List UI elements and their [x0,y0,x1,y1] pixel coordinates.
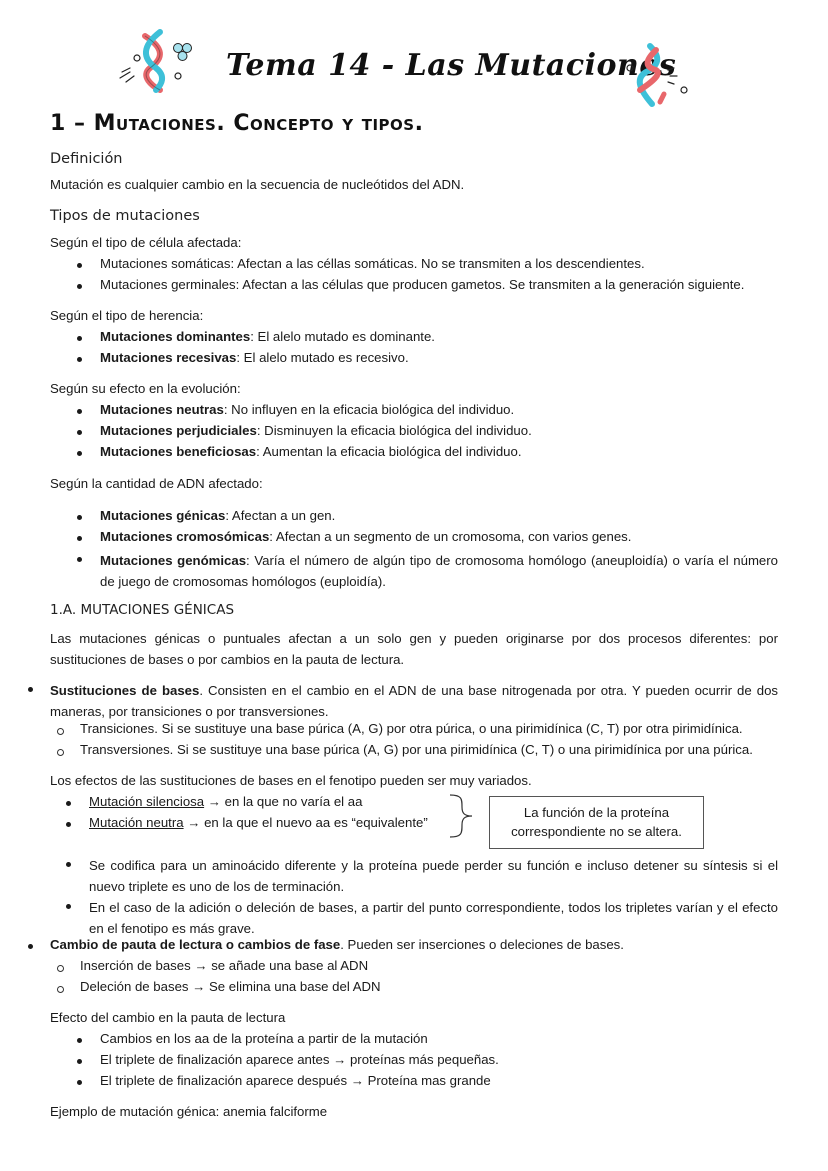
description: : Afectan a un segmento de un cromosoma, con varios genes. [269,529,632,544]
bullet-icon [66,904,71,909]
sub-item: Transiciones. Si se sustituye una base púrica (A, G) por otra púrica, o una pirimidínica (C, T) por otra pirimidínica. [80,721,743,736]
circle-bullet-icon [57,965,64,972]
bullet-icon [77,515,82,520]
bullet-icon [66,801,71,806]
list-item [100,402,514,417]
efectos-label: Los efectos de las sustituciones de bases en el fenotipo pueden ser muy variados. [50,773,532,788]
list-item: Se codifica para un aminoácido diferente y la proteína puede perder su función e incluso detener su síntesis si el nuevo triplete es uno de los de terminación. [89,858,778,894]
circle-bullet-icon [57,986,64,993]
term: Mutación silenciosa [89,794,205,809]
bullet-icon [77,1059,82,1064]
page-title: Tema 14 - Las Mutaciones [226,48,677,83]
group-label-cantidad: Según la cantidad de ADN afectado: [50,476,263,491]
circle-bullet-icon [57,749,64,756]
arrow-icon: → [183,815,205,830]
list-item [100,529,631,544]
subsection-heading: 1.A. MUTACIONES GÉNICAS [50,602,235,618]
bullet-icon [77,430,82,435]
bullet-icon [77,284,82,289]
list-item [89,794,362,809]
list-item: El triplete de finalización aparece antes → proteínas más pequeñas. [100,1052,499,1067]
list-item: Cambios en los aa de la proteína a partir de la mutación [100,1031,428,1046]
list-item [100,350,409,365]
group-label-celula: Según el tipo de célula afectada: [50,235,242,250]
description: en la que el nuevo aa es “equivalente” [204,815,428,830]
group-label-herencia: Según el tipo de herencia: [50,308,204,323]
description: : Disminuyen la eficacia biológica del individuo. [256,423,532,438]
bullet-icon [77,1038,82,1043]
description: : Aumentan la eficacia biológica del individuo. [256,444,522,459]
section-heading [50,111,423,136]
description: : No influyen en la eficacia biológica del individuo. [223,402,515,417]
circle-bullet-icon [57,728,64,735]
description: . Consisten en el cambio en el ADN de una base nitrogenada por otra. Y pueden ocurrir de dos maneras, por transiciones o por transversiones. [50,683,778,719]
term: Mutaciones perjudiciales [100,423,257,438]
list-item: Mutaciones somáticas: Afectan a las céllas somáticas. No se transmiten a los descendientes. [100,256,645,271]
list-item: Mutaciones germinales: Afectan a las células que producen gametos. Se transmiten a la generación siguiente. [100,277,745,292]
tipos-heading: Tipos de mutaciones [50,208,200,224]
bullet-icon [77,536,82,541]
list-item [100,329,435,344]
intro-paragraph: Las mutaciones génicas o puntuales afectan a un solo gen y pueden originarse por dos procesos diferentes: por sustituciones de bases o por cambios en la pauta de lectura. [50,631,778,667]
bullet-icon [77,451,82,456]
list-item [100,508,335,523]
arrow-icon: → [204,794,225,809]
description: : Afectan a un gen. [225,508,336,523]
sub-item: Deleción de bases → Se elimina una base del ADN [80,979,381,994]
term: Sustituciones de bases [50,683,200,698]
term: Mutaciones génicas [100,508,226,523]
sub-item: Inserción de bases → se añade una base al ADN [80,958,369,973]
bullet-icon [77,336,82,341]
efecto-pauta-label: Efecto del cambio en la pauta de lectura [50,1010,286,1025]
list-item: El triplete de finalización aparece después → Proteína mas grande [100,1073,491,1088]
term: Cambio de pauta de lectura o cambios de fase [50,937,341,952]
bullet-icon [66,862,71,867]
bullet-icon [77,1080,82,1085]
list-item [100,423,532,438]
dna-molecule-icon [112,28,202,93]
description: . Pueden ser inserciones o deleciones de bases. [340,937,624,952]
list-item [89,815,428,830]
list-item-cambio-pauta [50,937,624,952]
curly-brace-icon [448,793,478,839]
description: : El alelo mutado es recesivo. [236,350,409,365]
section-number: 1 – [50,111,94,136]
term: Mutación neutra [89,815,184,830]
bullet-icon [77,409,82,414]
term: Mutaciones recesivas [100,350,237,365]
note-box [489,796,704,849]
definicion-text: Mutación es cualquier cambio en la secuencia de nucleótidos del ADN. [50,177,465,192]
sub-item: Transversiones. Si se sustituye una base púrica (A, G) por una pirimidínica (C, T) o una pirimidínica por una púrica. [80,742,753,757]
list-item: En el caso de la adición o deleción de bases, a partir del punto correspondiente, todos los tripletes varían y el efecto en el fenotipo es más grave. [89,900,778,936]
description: : Varía el número de algún tipo de cromosoma homólogo (aneuploidía) o varía el número de juego de cromosomas homólogos (euploidía). [100,553,778,589]
bullet-icon [77,357,82,362]
term: Mutaciones genómicas [100,553,247,568]
list-item [100,444,522,459]
note-line: correspondiente no se altera. [511,824,682,839]
term: Mutaciones beneficiosas [100,444,257,459]
term: Mutaciones cromosómicas [100,529,270,544]
section-title: Mutaciones. Concepto y tipos. [93,111,424,136]
group-label-evolucion: Según su efecto en la evolución: [50,381,241,396]
description: en la que no varía el aa [224,794,363,809]
note-line: La función de la proteína [523,805,670,820]
term: Mutaciones neutras [100,402,224,417]
description: : El alelo mutado es dominante. [250,329,435,344]
bullet-icon [77,557,82,562]
bullet-icon [77,263,82,268]
bullet-icon [66,822,71,827]
term: Mutaciones dominantes [100,329,251,344]
list-item [100,550,778,592]
list-item-sustituciones [50,680,778,722]
dna-strand-icon [612,38,682,110]
definicion-heading: Definición [50,151,123,167]
ejemplo-text: Ejemplo de mutación génica: anemia falciforme [50,1104,328,1119]
bullet-icon [28,944,33,949]
bullet-icon [28,687,33,692]
